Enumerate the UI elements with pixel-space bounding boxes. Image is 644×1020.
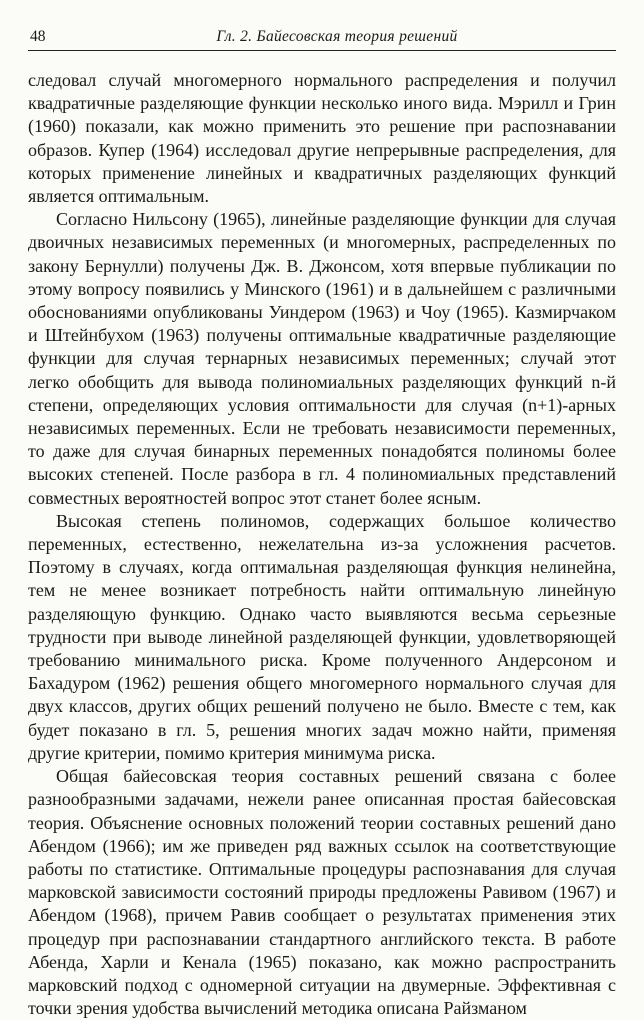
running-head: Гл. 2. Байесовская теория решений [216,28,458,45]
paragraph-continuation: следовал случай многомерного нормального распределения и получил квадратичные разделяющие функции несколько иного вида. Мэрилл и Грин (1960) показали, как можно применить это решение при распознавании образов. Купер (1964) исследовал другие непрерывные распределения, для которых применение линейных и квадратичных разделяющих функций является оптимальным. [28,70,616,207]
paragraph: Согласно Нильсону (1965), линейные разделяющие функции для случая двоичных независимых переменных (и многомерных, распределенных по закону Бернулли) получены Дж. В. Джонсом, хотя впервые публикации по этому вопросу появились у Минского (1961) и в дальнейшем с различными обоснованиями опубликованы Уиндером (1963) и Чоу (1965). Казмирчаком и Штейнбухом (1963) получены оптимальные квадратичные разделяющие функции для случая тернарных независимых переменных; случай этот легко обобщить для вывода полиномиальных разделяющих функций n-й степени, определяющих условия оптимальности для случая (n+1)-арных независимых переменных. Если не требовать независимости переменных, то даже для случая бинарных переменных понадобятся полиномы более высоких степеней. После разбора в гл. 4 полиномиальных представлений совместных вероятностей вопрос этот станет более ясным. [28,209,616,508]
page-number: 48 [30,28,46,45]
paragraph: Общая байесовская теория составных решений связана с более разнообразными задачами, нежели ранее описанная простая байесовская теория. Объяснение основных положений теории составных решений дано Абендом (1966); им же приведен ряд важных ссылок на соответствующие работы по статистике. Оптимальные процедуры распознавания для случая марковской зависимости состояний природы предложены Равивом (1967) и Абендом (1968), причем Равив сообщает о результатах применения этих процедур при распознавании стандартного английского текста. В работе Абенда, Харли и Кенала (1965) показано, как можно распространить марковский подход с одномерной ситуации на двумерные. Эффективная с точки зрения удобства вычислений методика описана Райзманом [28,766,616,1019]
page-body [28,69,616,1020]
page-header [28,28,616,51]
paragraph: Высокая степень полиномов, содержащих большое количество переменных, естественно, нежелательна из-за усложнения расчетов. Поэтому в случаях, когда оптимальная разделяющая функция нелинейна, тем не менее возникает потребность найти оптимальную линейную разделяющую функцию. Однако часто выявляются весьма серьезные трудности при выводе линейной разделяющей функции, удовлетворяющей требованию минимального риска. Кроме полученного Андерсоном и Бахадуром (1962) решения общего многомерного нормального случая для двух классов, других общих решений получено не было. Вместе с тем, как будет показано в гл. 5, решения многих задач можно найти, применяя другие критерии, помимо критерия минимума риска. [28,510,616,763]
